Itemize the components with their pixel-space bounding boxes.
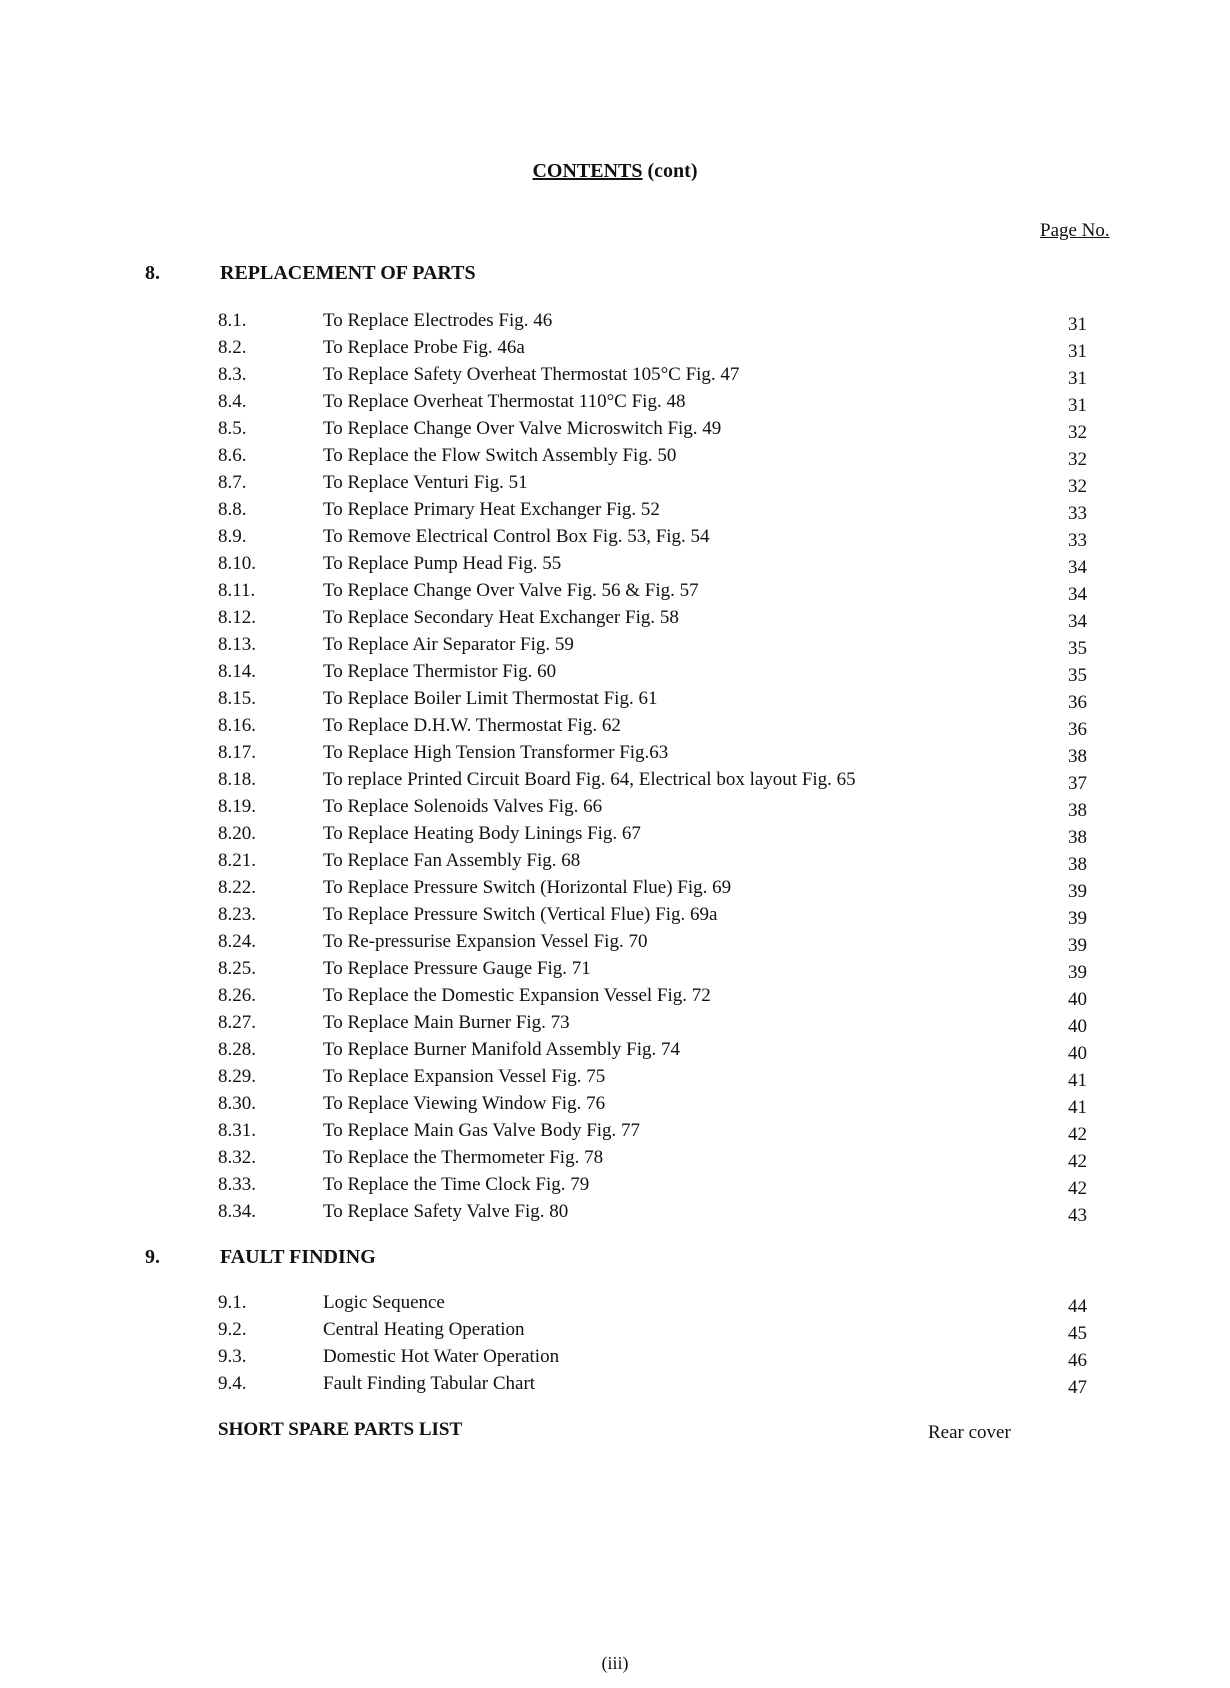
toc-row [0, 442, 1230, 469]
toc-item-title: To replace Printed Circuit Board Fig. 64, Electrical box layout Fig. 65 [323, 769, 856, 790]
toc-item-number: 8.8. [218, 499, 247, 520]
toc-item-title: To Replace the Domestic Expansion Vessel Fig. 72 [323, 985, 711, 1006]
toc-item-page: 43 [1068, 1205, 1087, 1226]
toc-row [0, 415, 1230, 442]
toc-row [0, 1144, 1230, 1171]
toc-row [0, 1343, 1230, 1370]
toc-item-title: To Replace Electrodes Fig. 46 [323, 310, 553, 331]
toc-item-number: 8.11. [218, 580, 256, 601]
toc-item-title: To Replace Safety Valve Fig. 80 [323, 1201, 569, 1222]
toc-item-title: To Replace Expansion Vessel Fig. 75 [323, 1066, 606, 1087]
toc-item-title: To Replace Fan Assembly Fig. 68 [323, 850, 581, 871]
toc-item-title: To Replace Change Over Valve Microswitch Fig. 49 [323, 418, 722, 439]
toc-item-page: 33 [1068, 503, 1087, 524]
toc-item-number: 8.7. [218, 472, 247, 493]
toc-item-number: 8.34. [218, 1201, 256, 1222]
toc-item-number: 8.33. [218, 1174, 256, 1195]
toc-row [0, 307, 1230, 334]
toc-item-page: 33 [1068, 530, 1087, 551]
toc-row [0, 577, 1230, 604]
section-number: 9. [145, 1246, 160, 1268]
section-title: FAULT FINDING [220, 1246, 376, 1268]
toc-row [0, 361, 1230, 388]
toc-row [0, 523, 1230, 550]
toc-row [0, 766, 1230, 793]
toc-row [0, 739, 1230, 766]
toc-row [0, 928, 1230, 955]
toc-item-number: 8.2. [218, 337, 247, 358]
toc-row [0, 847, 1230, 874]
spare-parts-entry [0, 1419, 1230, 1449]
toc-item-page: 39 [1068, 908, 1087, 929]
toc-row [0, 874, 1230, 901]
toc-item-number: 8.19. [218, 796, 256, 817]
replacement-of-parts-list [0, 307, 1230, 1225]
toc-item-number: 8.9. [218, 526, 247, 547]
section-heading-replacement-of-parts [0, 262, 1230, 292]
toc-item-page: 36 [1068, 719, 1087, 740]
toc-item-page: 42 [1068, 1151, 1087, 1172]
toc-item-title: To Replace Overheat Thermostat 110°C Fig. 48 [323, 391, 686, 412]
toc-item-page: 40 [1068, 1043, 1087, 1064]
toc-item-number: 8.20. [218, 823, 256, 844]
toc-item-title: To Replace Burner Manifold Assembly Fig. 74 [323, 1039, 680, 1060]
toc-item-number: 8.18. [218, 769, 256, 790]
toc-item-title: To Replace High Tension Transformer Fig.63 [323, 742, 669, 763]
toc-row [0, 712, 1230, 739]
toc-item-page: 31 [1068, 314, 1087, 335]
toc-item-number: 8.14. [218, 661, 256, 682]
toc-item-title: To Replace Boiler Limit Thermostat Fig. 61 [323, 688, 658, 709]
toc-row [0, 955, 1230, 982]
toc-item-page: 42 [1068, 1178, 1087, 1199]
toc-item-page: 40 [1068, 1016, 1087, 1037]
toc-row [0, 388, 1230, 415]
toc-item-title: To Replace Heating Body Linings Fig. 67 [323, 823, 641, 844]
toc-item-number: 8.22. [218, 877, 256, 898]
toc-item-title: To Replace Viewing Window Fig. 76 [323, 1093, 606, 1114]
toc-item-title: Logic Sequence [323, 1292, 445, 1313]
toc-row [0, 793, 1230, 820]
toc-item-page: 37 [1068, 773, 1087, 794]
toc-item-title: Fault Finding Tabular Chart [323, 1373, 536, 1394]
toc-item-number: 9.2. [218, 1319, 247, 1340]
toc-item-number: 8.25. [218, 958, 256, 979]
toc-item-title: To Remove Electrical Control Box Fig. 53, Fig. 54 [323, 526, 710, 547]
fault-finding-list [0, 1289, 1230, 1397]
toc-item-number: 8.13. [218, 634, 256, 655]
spare-parts-title: SHORT SPARE PARTS LIST [218, 1419, 463, 1440]
toc-row [0, 496, 1230, 523]
toc-row [0, 1370, 1230, 1397]
toc-item-number: 8.3. [218, 364, 247, 385]
toc-item-title: To Replace Solenoids Valves Fig. 66 [323, 796, 603, 817]
toc-item-title: To Replace the Time Clock Fig. 79 [323, 1174, 590, 1195]
spare-parts-page: Rear cover [928, 1422, 1011, 1443]
toc-item-page: 34 [1068, 584, 1087, 605]
toc-item-number: 8.24. [218, 931, 256, 952]
toc-item-page: 31 [1068, 395, 1087, 416]
toc-item-number: 8.28. [218, 1039, 256, 1060]
toc-item-page: 39 [1068, 881, 1087, 902]
toc-item-number: 8.17. [218, 742, 256, 763]
page-number-column-label: Page No. [1040, 220, 1110, 241]
toc-item-title: To Replace Change Over Valve Fig. 56 & Fig. 57 [323, 580, 699, 601]
toc-item-page: 38 [1068, 827, 1087, 848]
toc-row [0, 1171, 1230, 1198]
toc-item-number: 8.12. [218, 607, 256, 628]
toc-row [0, 1316, 1230, 1343]
toc-item-title: To Replace the Flow Switch Assembly Fig. 50 [323, 445, 677, 466]
toc-row [0, 1289, 1230, 1316]
toc-item-title: To Replace Pressure Switch (Vertical Flue) Fig. 69a [323, 904, 718, 925]
toc-item-page: 39 [1068, 935, 1087, 956]
toc-item-number: 8.5. [218, 418, 247, 439]
page-title [0, 160, 1230, 183]
toc-row [0, 820, 1230, 847]
toc-item-title: To Replace Venturi Fig. 51 [323, 472, 528, 493]
toc-item-number: 8.1. [218, 310, 247, 331]
toc-item-page: 32 [1068, 422, 1087, 443]
section-title: REPLACEMENT OF PARTS [220, 262, 476, 284]
toc-row [0, 982, 1230, 1009]
toc-item-title: Domestic Hot Water Operation [323, 1346, 560, 1367]
toc-item-page: 32 [1068, 476, 1087, 497]
toc-item-title: Central Heating Operation [323, 1319, 525, 1340]
toc-item-page: 42 [1068, 1124, 1087, 1145]
toc-item-number: 8.23. [218, 904, 256, 925]
toc-row [0, 1009, 1230, 1036]
toc-item-page: 35 [1068, 638, 1087, 659]
toc-item-title: To Replace Pressure Gauge Fig. 71 [323, 958, 591, 979]
toc-item-page: 38 [1068, 746, 1087, 767]
toc-item-page: 31 [1068, 341, 1087, 362]
section-number: 8. [145, 262, 160, 284]
toc-item-page: 36 [1068, 692, 1087, 713]
contents-suffix: (cont) [647, 160, 698, 182]
toc-row [0, 1198, 1230, 1225]
toc-item-page: 41 [1068, 1070, 1087, 1091]
toc-row [0, 631, 1230, 658]
toc-item-title: To Replace Thermistor Fig. 60 [323, 661, 557, 682]
toc-row [0, 550, 1230, 577]
toc-row [0, 1036, 1230, 1063]
toc-item-title: To Replace Pressure Switch (Horizontal Flue) Fig. 69 [323, 877, 732, 898]
contents-heading: CONTENTS [532, 160, 643, 182]
toc-row [0, 334, 1230, 361]
toc-item-title: To Replace Main Burner Fig. 73 [323, 1012, 570, 1033]
toc-item-page: 41 [1068, 1097, 1087, 1118]
toc-item-page: 34 [1068, 611, 1087, 632]
toc-item-title: To Replace Air Separator Fig. 59 [323, 634, 574, 655]
toc-item-title: To Replace D.H.W. Thermostat Fig. 62 [323, 715, 621, 736]
toc-item-page: 34 [1068, 557, 1087, 578]
toc-item-number: 8.32. [218, 1147, 256, 1168]
toc-item-number: 8.30. [218, 1093, 256, 1114]
toc-item-page: 40 [1068, 989, 1087, 1010]
toc-item-title: To Replace Secondary Heat Exchanger Fig. 58 [323, 607, 679, 628]
toc-item-title: To Replace the Thermometer Fig. 78 [323, 1147, 604, 1168]
toc-item-title: To Replace Main Gas Valve Body Fig. 77 [323, 1120, 641, 1141]
toc-item-number: 8.6. [218, 445, 247, 466]
section-heading-fault-finding [0, 1246, 1230, 1276]
toc-item-page: 45 [1068, 1323, 1087, 1344]
toc-row [0, 1117, 1230, 1144]
toc-item-page: 35 [1068, 665, 1087, 686]
toc-row [0, 658, 1230, 685]
toc-item-number: 8.31. [218, 1120, 256, 1141]
toc-item-number: 8.26. [218, 985, 256, 1006]
toc-item-page: 38 [1068, 800, 1087, 821]
toc-item-title: To Replace Pump Head Fig. 55 [323, 553, 562, 574]
toc-item-title: To Replace Probe Fig. 46a [323, 337, 525, 358]
toc-item-title: To Replace Primary Heat Exchanger Fig. 52 [323, 499, 660, 520]
toc-row [0, 469, 1230, 496]
page-footer-number: (iii) [601, 1653, 629, 1673]
toc-row [0, 1063, 1230, 1090]
toc-item-page: 46 [1068, 1350, 1087, 1371]
toc-row [0, 901, 1230, 928]
toc-item-title: To Replace Safety Overheat Thermostat 105°C Fig. 47 [323, 364, 740, 385]
toc-item-page: 44 [1068, 1296, 1087, 1317]
toc-item-page: 39 [1068, 962, 1087, 983]
toc-item-number: 8.29. [218, 1066, 256, 1087]
toc-item-number: 8.21. [218, 850, 256, 871]
toc-item-number: 9.4. [218, 1373, 247, 1394]
toc-item-page: 31 [1068, 368, 1087, 389]
toc-item-page: 32 [1068, 449, 1087, 470]
toc-row [0, 604, 1230, 631]
toc-item-number: 8.4. [218, 391, 247, 412]
toc-item-number: 8.15. [218, 688, 256, 709]
toc-item-number: 8.16. [218, 715, 256, 736]
toc-row [0, 1090, 1230, 1117]
toc-item-page: 38 [1068, 854, 1087, 875]
toc-item-page: 47 [1068, 1377, 1087, 1398]
toc-item-number: 9.1. [218, 1292, 247, 1313]
toc-item-number: 9.3. [218, 1346, 247, 1367]
toc-item-number: 8.10. [218, 553, 256, 574]
toc-row [0, 685, 1230, 712]
toc-item-title: To Re-pressurise Expansion Vessel Fig. 70 [323, 931, 648, 952]
toc-item-number: 8.27. [218, 1012, 256, 1033]
